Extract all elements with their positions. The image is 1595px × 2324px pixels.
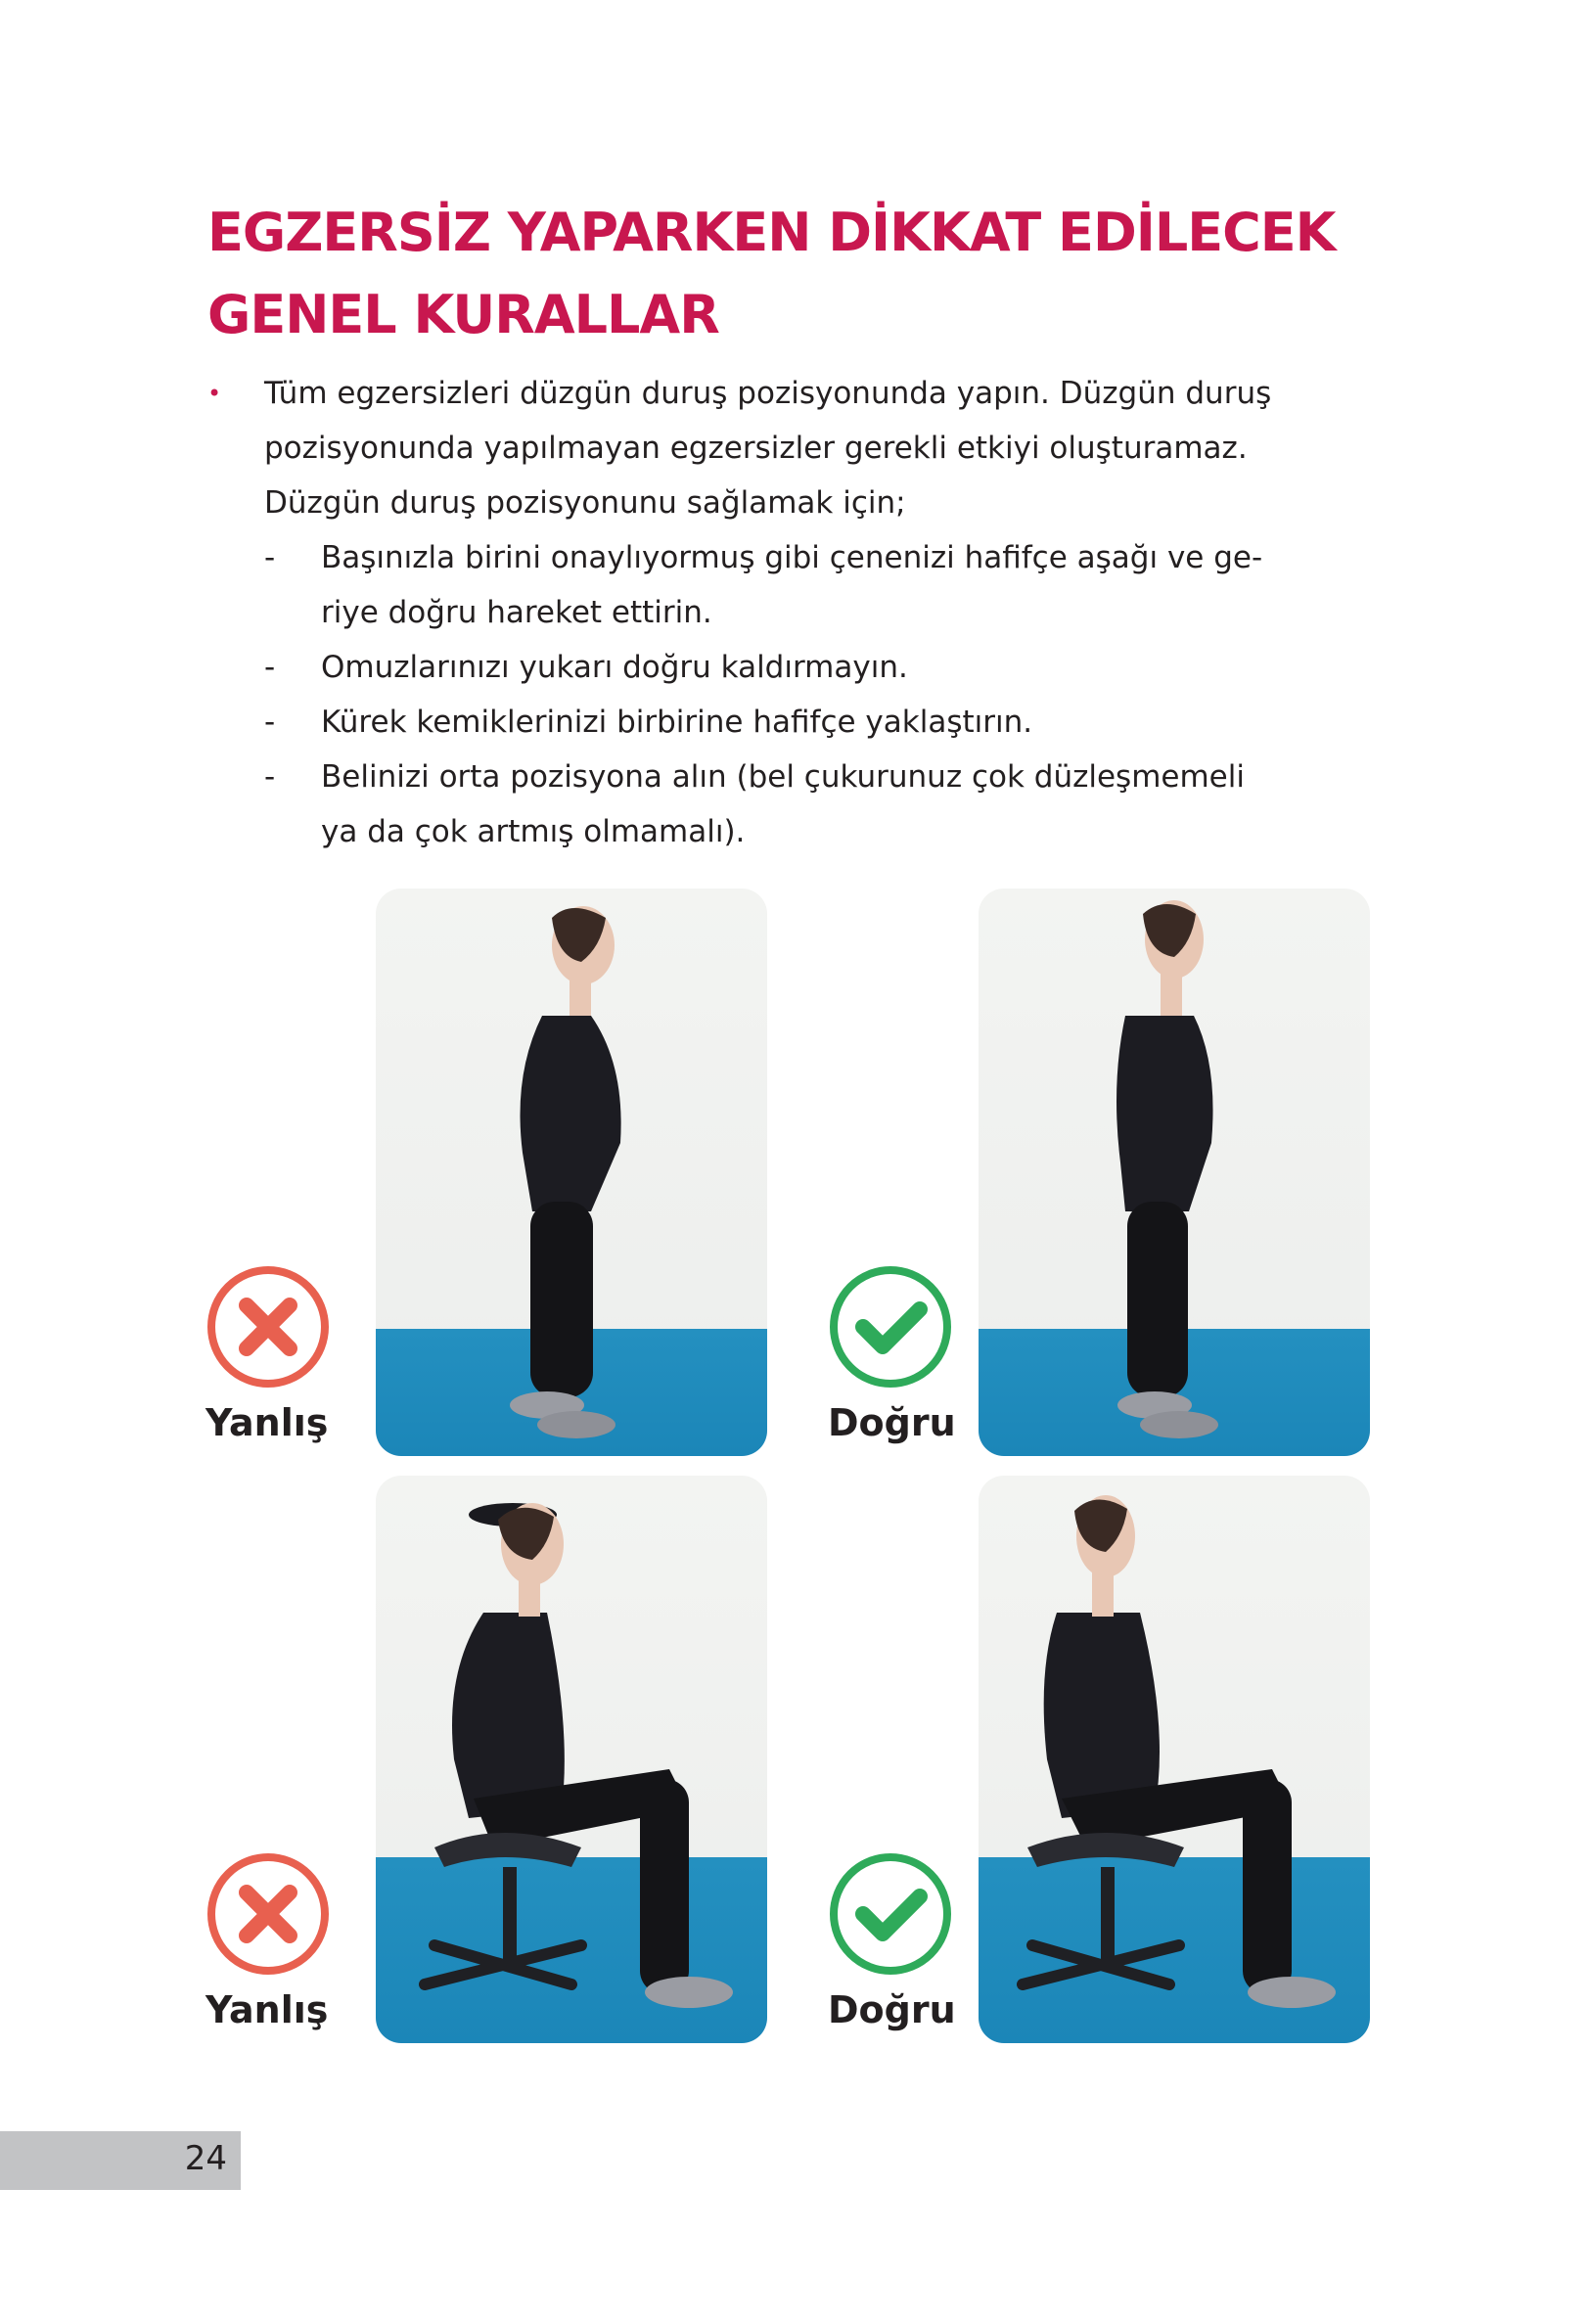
page-number: 24 [184, 2139, 227, 2178]
check-icon [828, 1264, 953, 1390]
page-title-line-1: EGZERSİZ YAPARKEN DİKKAT EDİLECEK [207, 202, 1336, 263]
standing-wrong-photo [376, 889, 767, 1456]
correct-label: Doğru [828, 1401, 956, 1444]
dash-item-text: Kürek kemiklerinizi birbirine hafifçe yaklaştırın. [321, 705, 1033, 740]
dash-item-text: Omuzlarınızı yukarı doğru kaldırmayın. [321, 650, 908, 685]
standing-correct-photo [979, 889, 1370, 1456]
page-title [207, 192, 1431, 356]
wrong-label: Yanlış [205, 1401, 329, 1444]
standing-wrong-figure [376, 889, 767, 1456]
correct-label: Doğru [828, 1988, 956, 2031]
standing-correct-figure [979, 889, 1370, 1456]
check-icon [828, 1851, 953, 1977]
dash-item [264, 695, 1362, 750]
rules-text [207, 366, 1362, 859]
dash-marker: - [264, 540, 276, 575]
dash-list [207, 530, 1362, 859]
bullet-text: Tüm egzersizleri düzgün duruş pozisyonunda yapın. Düzgün duruş pozisyonunda yapılmayan egzersizler gerekli etkiyi oluşturamaz. Düzgün duruş pozisyonunu sağlamak için; [264, 376, 1272, 521]
sitting-wrong-figure [376, 1476, 767, 2043]
dash-item-text: Başınızla birini onaylıyormuş gibi çenenizi hafifçe aşağı ve ge- riye doğru hareket ettirin. [321, 540, 1263, 630]
sitting-correct-photo [979, 1476, 1370, 2043]
dash-item [264, 750, 1362, 859]
dash-marker: - [264, 705, 276, 740]
dash-item [264, 640, 1362, 695]
sitting-correct-figure [979, 1476, 1370, 2043]
dash-item-text: Belinizi orta pozisyona alın (bel çukurunuz çok düzleşmemeli ya da çok artmış olmamalı). [321, 759, 1245, 849]
dash-item [264, 530, 1362, 640]
bullet-item [207, 366, 1362, 530]
page-number-box [0, 2131, 241, 2190]
wrong-label: Yanlış [205, 1988, 329, 2031]
x-icon [205, 1851, 331, 1977]
dash-marker: - [264, 650, 276, 685]
sitting-wrong-photo [376, 1476, 767, 2043]
dash-marker: - [264, 759, 276, 795]
bullet-marker: • [207, 380, 222, 407]
x-icon [205, 1264, 331, 1390]
page-title-line-2: GENEL KURALLAR [207, 284, 719, 345]
